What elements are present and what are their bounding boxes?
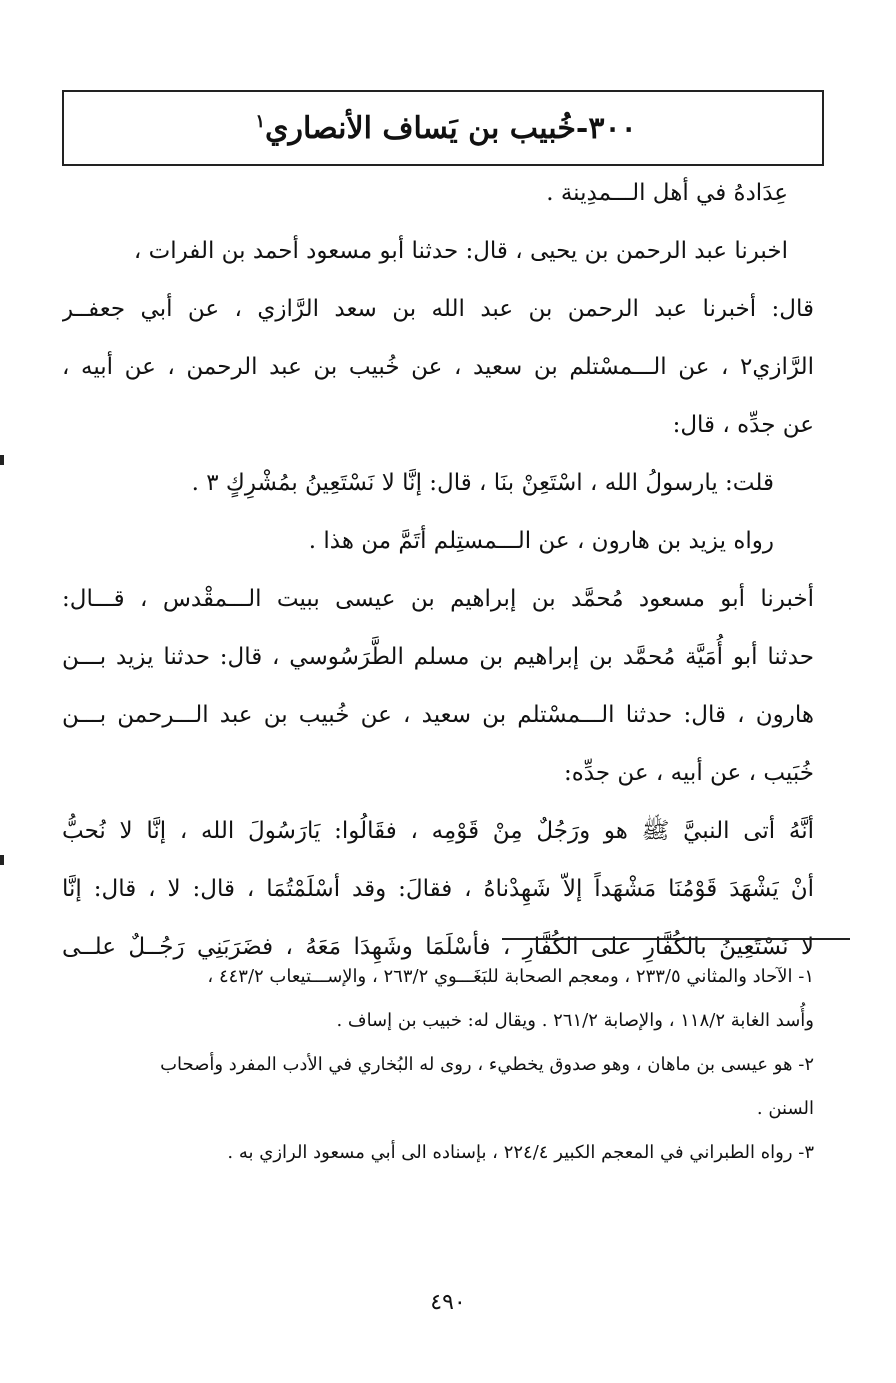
text-line: قال: أخبرنا عبد الرحمن بن عبد الله بن سعد الرَّازي ، عن أبي جعفــر <box>62 296 814 322</box>
footnote-line: ١- الآحاد والمثاني ٢٣٣/٥ ، ومعجم الصحابة للبَغَـــوي ٢٦٣/٢ ، والإســـتيعاب ٤٤٣/٢ ، <box>207 966 814 987</box>
text-line: أنْ يَشْهَدَ قَوْمُنَا مَشْهَداً إلاّ شَهِدْناهُ ، فقالَ: وقد أسْلَمْتُمَا ، قال: لا ، قال: إنَّا <box>62 876 814 902</box>
text-line: أخبرنا أبو مسعود مُحمَّد بن إبراهيم بن عيسى ببيت الـــمقْدس ، قـــال: <box>62 586 814 612</box>
footnote-divider <box>502 938 850 940</box>
title-footnote-ref: ١ <box>255 110 265 132</box>
chapter-title-text: ٣٠٠-خُبيب بن يَساف الأنصاري <box>264 110 637 146</box>
text-line: هارون ، قال: حدثنا الـــمسْتلم بن سعيد ، عن خُبيب بن عبد الـــرحمن بـــن <box>62 702 814 728</box>
chapter-title-box <box>62 90 824 166</box>
text-line: حدثنا أبو أُمَيَّة مُحمَّد بن إبراهيم بن مسلم الطَّرَسُوسي ، قال: حدثنا يزيد بـــن <box>62 644 814 670</box>
scan-edge-mark <box>0 455 4 465</box>
footnotes <box>62 955 814 1175</box>
page-number: ٤٩٠ <box>430 1290 466 1315</box>
text-line: خُبَيب ، عن أبيه ، عن جدِّه: <box>563 760 814 786</box>
text-line: رواه يزيد بن هارون ، عن الـــمستِلم أتَمَّ من هذا . <box>308 528 774 554</box>
chapter-title <box>249 111 636 146</box>
scan-edge-mark <box>0 855 4 865</box>
footnote-line: ٢- هو عيسى بن ماهان ، وهو صدوق يخطيء ، روى له البُخاري في الأدب المفرد وأصحاب <box>160 1054 814 1075</box>
text-line: اخبرنا عبد الرحمن بن يحيى ، قال: حدثنا أبو مسعود أحمد بن الفرات ، <box>133 238 788 264</box>
main-text <box>62 164 814 976</box>
footnote-line: وأُسد الغابة ١١٨/٢ ، والإصابة ٢٦١/٢ . ويقال له: خبيب بن إساف . <box>336 1010 814 1031</box>
text-line: لا نَسْتَعِينُ بالكُفَّارِ على الكُفَّارِ ، فأسْلَمَا وشَهِدَا مَعَهُ ، فضَرَبَنِي رَجُــلٌ علــى <box>62 934 814 960</box>
text-line: عِدَادهُ في أهل الـــمدِينة . <box>546 180 788 206</box>
text-line: الرَّازي٢ ، عن الـــمسْتلم بن سعيد ، عن خُبيب بن عبد الرحمن ، عن أبيه ، <box>62 354 814 380</box>
text-line: عن جدِّه ، قال: <box>672 412 814 438</box>
text-line: قلت: يارسولُ الله ، اسْتَعِنْ بنَا ، قال: إنَّا لا نَسْتَعِينُ بمُشْرِكٍ ٣ . <box>191 470 774 496</box>
footnote-line: ٣- رواه الطبراني في المعجم الكبير ٢٢٤/٤ ، بإسناده الى أبي مسعود الرازي به . <box>227 1142 814 1163</box>
footnote-line: السنن . <box>756 1098 814 1119</box>
text-line: أنَّهُ أتى النبيَّ ﷺ هو ورَجُلٌ مِنْ قَوْمِه ، فقَالُوا: يَارَسُولَ الله ، إنَّا لا نُحبُّ <box>62 818 814 844</box>
